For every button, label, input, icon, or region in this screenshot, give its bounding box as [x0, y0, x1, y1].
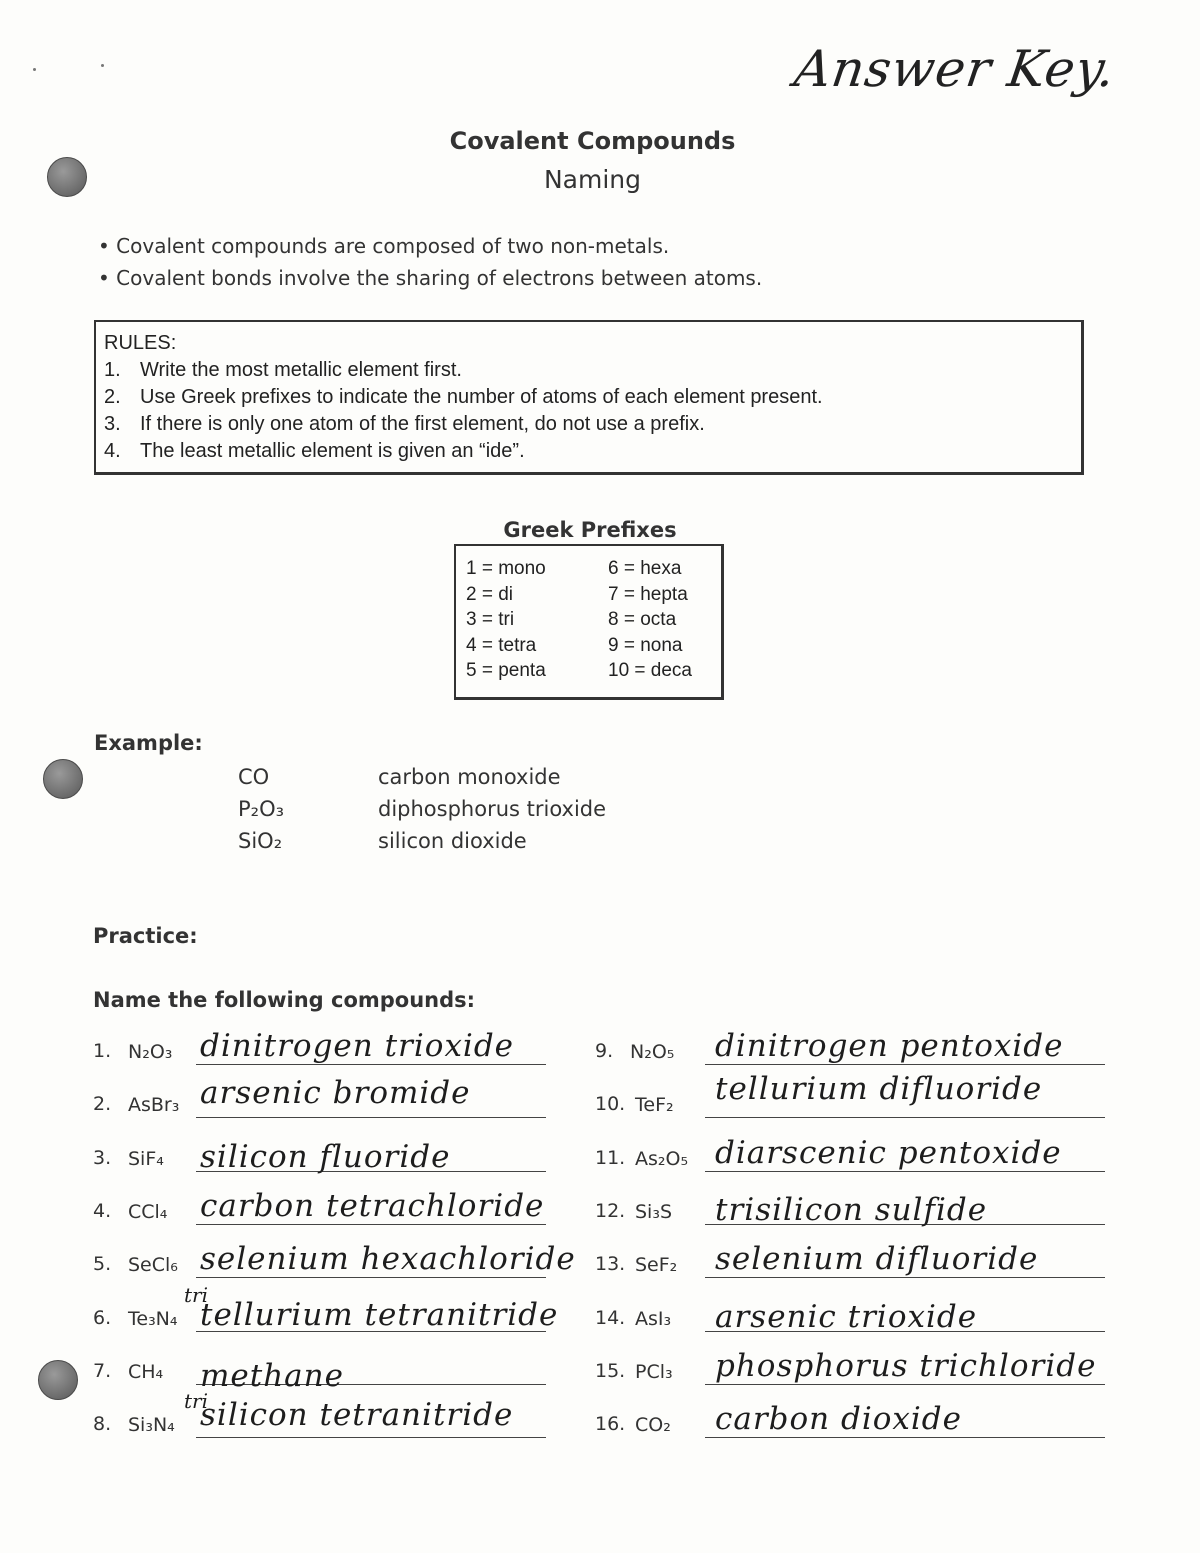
handwritten-correction: tri [184, 1389, 208, 1414]
answer-line [705, 1171, 1105, 1172]
problem-formula: AsI₃ [635, 1307, 672, 1330]
problem-number: 16. [595, 1413, 626, 1436]
handwritten-answer: carbon dioxide [715, 1401, 962, 1438]
handwritten-answer: diarscenic pentoxide [715, 1134, 1062, 1171]
intro-bullets [98, 230, 762, 294]
rule-item: 4. The least metallic element is given an “ide”. [104, 440, 525, 462]
answer-line [196, 1117, 546, 1118]
example-formula: SiO₂ [238, 829, 283, 853]
answer-key-handwriting: Answer Key. [790, 40, 1120, 98]
problem-formula: CCl₄ [128, 1200, 168, 1223]
example-formula: CO [238, 765, 270, 789]
problem-formula: CO₂ [635, 1414, 671, 1437]
problem-number: 14. [595, 1306, 626, 1329]
problem-number: 1. [93, 1040, 112, 1062]
example-heading: Example: [94, 731, 203, 755]
answer-line [196, 1277, 546, 1278]
problem-number: 9. [595, 1040, 614, 1062]
page-subtitle: Naming [543, 165, 642, 194]
problem-number: 12. [595, 1199, 626, 1222]
answer-line [705, 1384, 1105, 1385]
answer-line [196, 1437, 546, 1438]
answer-line [196, 1064, 546, 1065]
problem-number: 4. [93, 1199, 112, 1222]
answer-line [705, 1437, 1105, 1438]
rules-heading: RULES: [104, 332, 177, 354]
handwritten-answer: dinitrogen pentoxide [715, 1028, 1064, 1064]
practice-instruction: Name the following compounds: [93, 988, 476, 1012]
prefix-row: 5 = penta 10 = deca [466, 660, 692, 681]
problem-number: 13. [595, 1253, 626, 1276]
problem-formula: Si₃N₄ [128, 1414, 175, 1437]
example-name: silicon dioxide [378, 829, 527, 853]
rules-box [94, 320, 1084, 475]
answer-line [705, 1064, 1105, 1065]
answer-line [705, 1277, 1105, 1278]
handwritten-answer: silicon tetranitride [200, 1397, 514, 1434]
problem-formula: CH₄ [128, 1360, 164, 1383]
answer-line [705, 1117, 1105, 1118]
problem-number: 7. [93, 1359, 112, 1382]
handwritten-answer: selenium hexachloride [200, 1241, 576, 1278]
binder-hole-middle [43, 759, 83, 799]
prefix-row: 2 = di 7 = hepta [466, 583, 688, 605]
bullet-item: • Covalent compounds are composed of two non-metals. [98, 230, 762, 262]
handwritten-answer: trisilicon sulfide [715, 1191, 988, 1228]
example-name: carbon monoxide [378, 765, 561, 789]
scan-speck [33, 68, 36, 71]
answer-line [196, 1224, 546, 1225]
problem-formula: As₂O₅ [635, 1147, 689, 1170]
handwritten-answer: selenium difluoride [715, 1241, 1039, 1278]
greek-prefixes-title: Greek Prefixes [503, 518, 677, 542]
handwritten-answer: arsenic bromide [200, 1075, 471, 1112]
handwritten-answer: arsenic trioxide [715, 1298, 978, 1335]
problem-number: 2. [93, 1093, 112, 1116]
problem-number: 8. [93, 1413, 112, 1436]
example-formula: P₂O₃ [238, 797, 285, 821]
prefix-row: 1 = mono 6 = hexa [466, 558, 682, 579]
bullet-item: • Covalent bonds involve the sharing of electrons between atoms. [98, 262, 762, 294]
problem-number: 3. [93, 1146, 112, 1169]
page-title: Covalent Compounds [449, 127, 736, 155]
problem-formula: PCl₃ [635, 1360, 673, 1383]
scan-speck [101, 64, 104, 67]
handwritten-answer: carbon tetrachloride [200, 1187, 545, 1224]
example-name: diphosphorus trioxide [378, 797, 607, 821]
problem-formula: Si₃S [635, 1200, 673, 1223]
greek-prefixes-table [454, 544, 724, 700]
handwritten-answer: phosphorus trichloride [715, 1347, 1097, 1384]
problem-number: 11. [595, 1146, 626, 1169]
handwritten-answer: tellurium difluoride [715, 1071, 1043, 1108]
problem-number: 15. [595, 1359, 626, 1382]
problem-number: 6. [93, 1306, 112, 1329]
problem-formula: N₂O₅ [630, 1041, 675, 1063]
problem-formula: AsBr₃ [128, 1094, 180, 1117]
problem-number: 5. [93, 1253, 112, 1276]
rule-item: 3. If there is only one atom of the first element, do not use a prefix. [104, 413, 705, 435]
problem-formula: TeF₂ [635, 1094, 674, 1117]
handwritten-answer: silicon fluoride [200, 1138, 451, 1175]
prefix-row: 4 = tetra 9 = nona [466, 634, 683, 656]
handwritten-answer: tellurium tetranitride [200, 1296, 559, 1333]
prefix-row: 3 = tri 8 = octa [466, 609, 677, 630]
rule-item: 1. Write the most metallic element first. [104, 359, 462, 381]
problem-formula: Te₃N₄ [128, 1307, 178, 1330]
handwritten-answer: methane [200, 1357, 344, 1394]
rule-item: 2. Use Greek prefixes to indicate the number of atoms of each element present. [104, 386, 823, 408]
binder-hole-bottom [38, 1360, 78, 1400]
problem-formula: SeCl₆ [128, 1254, 178, 1277]
problem-formula: N₂O₃ [128, 1041, 173, 1063]
problem-number: 10. [595, 1093, 626, 1116]
handwritten-correction: tri [184, 1282, 208, 1307]
problem-formula: SiF₄ [128, 1147, 164, 1170]
handwritten-answer: dinitrogen trioxide [200, 1028, 515, 1064]
practice-heading: Practice: [93, 924, 198, 948]
problem-formula: SeF₂ [635, 1254, 678, 1277]
